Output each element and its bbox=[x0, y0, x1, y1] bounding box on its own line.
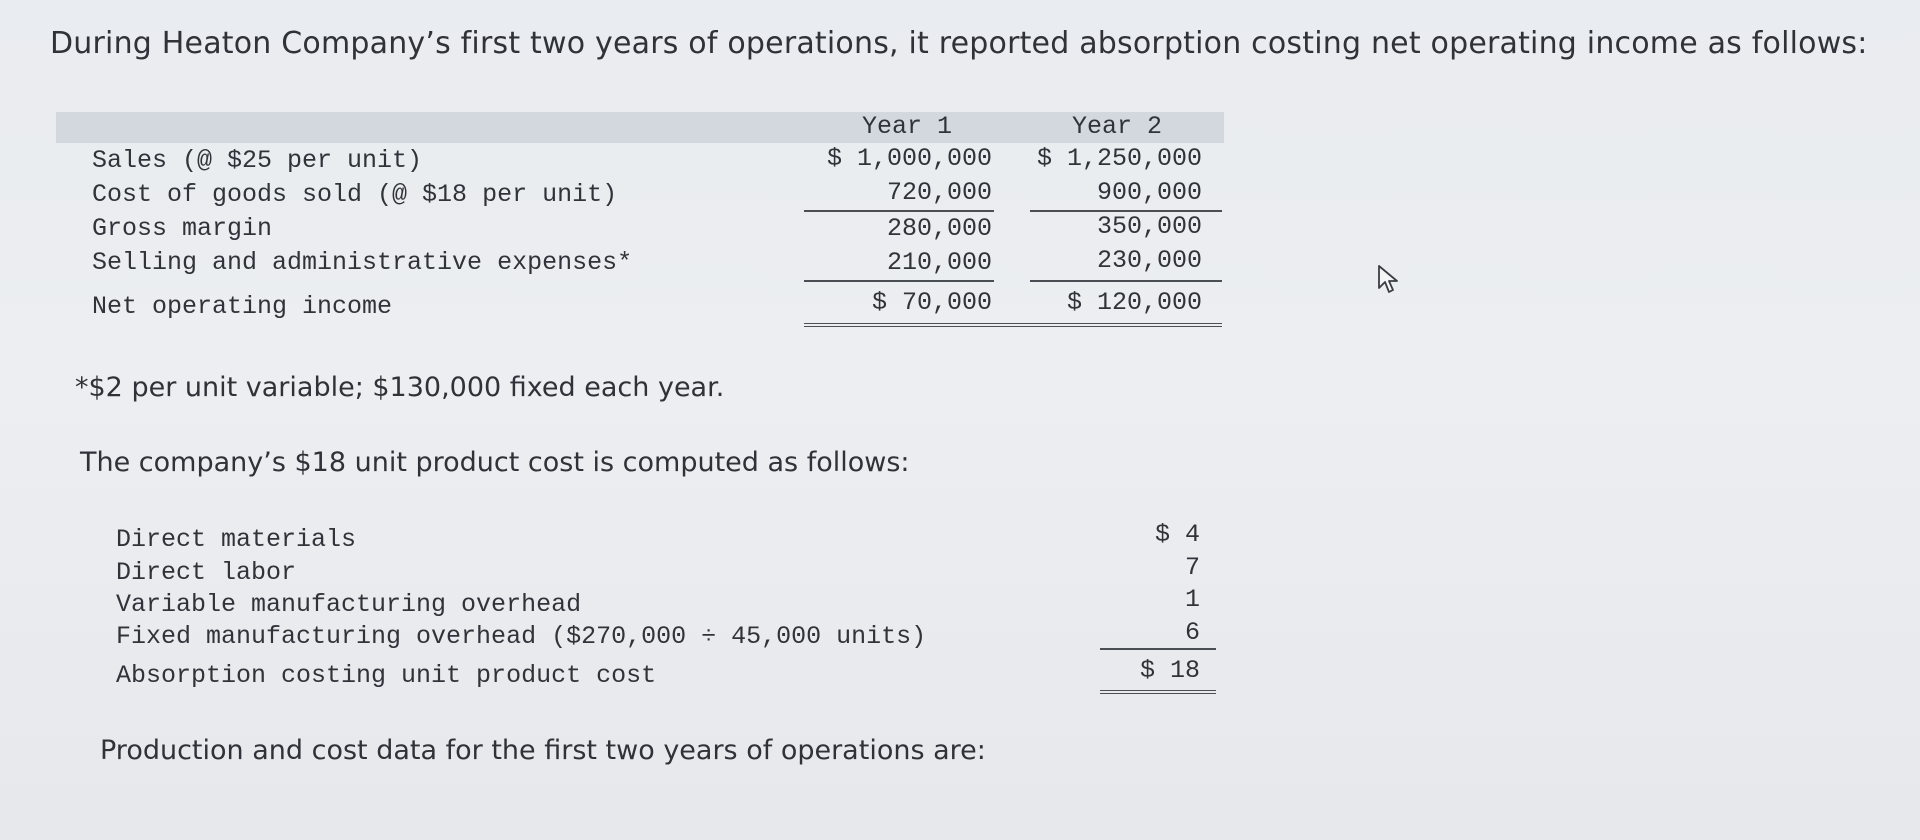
gross-margin-year1: 280,000 bbox=[886, 214, 992, 243]
cost-label-variable-mfg-overhead: Variable manufacturing overhead bbox=[116, 590, 582, 619]
net-operating-income-year2: $ 120,000 bbox=[1066, 288, 1202, 317]
footnote: *$2 per unit variable; $130,000 fixed each year. bbox=[75, 372, 725, 403]
row-label-net-operating-income: Net operating income bbox=[92, 292, 393, 321]
row-label-cogs: Cost of goods sold (@ $18 per unit) bbox=[92, 180, 618, 209]
cost-label-absorption-unit-cost: Absorption costing unit product cost bbox=[116, 661, 657, 690]
grand-total-double-rule bbox=[804, 323, 1222, 327]
cost-value-variable-mfg-overhead: 1 bbox=[1184, 585, 1200, 614]
sales-year1: $ 1,000,000 bbox=[826, 144, 992, 173]
cogs-year2: 900,000 bbox=[1096, 178, 1202, 207]
cost-value-fixed-mfg-overhead: 6 bbox=[1184, 618, 1200, 647]
row-label-selling-admin: Selling and administrative expenses* bbox=[92, 248, 633, 277]
selling-admin-year2: 230,000 bbox=[1096, 246, 1202, 275]
cost-label-direct-materials: Direct materials bbox=[116, 525, 357, 554]
cost-label-direct-labor: Direct labor bbox=[116, 558, 297, 587]
gross-margin-year2: 350,000 bbox=[1096, 212, 1202, 241]
cost-value-direct-materials: $ 4 bbox=[1154, 520, 1200, 549]
cogs-year1: 720,000 bbox=[886, 178, 992, 207]
unit-cost-subtotal-rule bbox=[1100, 648, 1216, 650]
subtotal-rule-year1 bbox=[804, 210, 994, 212]
cost-value-direct-labor: 7 bbox=[1184, 553, 1200, 582]
cost-value-absorption-unit-cost: $ 18 bbox=[1139, 656, 1200, 685]
row-label-gross-margin: Gross margin bbox=[92, 214, 273, 243]
unit-cost-double-rule bbox=[1100, 690, 1216, 694]
total-rule-year1 bbox=[804, 280, 994, 282]
selling-admin-year1: 210,000 bbox=[886, 248, 992, 277]
row-label-sales: Sales (@ $25 per unit) bbox=[92, 146, 423, 175]
cost-label-fixed-mfg-overhead: Fixed manufacturing overhead ($270,000 ÷ 45,000 units) bbox=[116, 622, 927, 651]
intro-text: During Heaton Company’s first two years of operations, it reported absorption costing net operating income as follows: bbox=[50, 26, 1868, 61]
mouse-pointer-icon bbox=[1376, 264, 1406, 296]
net-operating-income-year1: $ 70,000 bbox=[871, 288, 992, 317]
column-header-year1: Year 1 bbox=[862, 112, 953, 141]
sales-year2: $ 1,250,000 bbox=[1036, 144, 1202, 173]
table-header-band bbox=[56, 112, 1224, 143]
column-header-year2: Year 2 bbox=[1072, 112, 1163, 141]
total-rule-year2 bbox=[1030, 280, 1222, 282]
production-intro: Production and cost data for the first two years of operations are: bbox=[100, 735, 986, 766]
unit-cost-intro: The company’s $18 unit product cost is computed as follows: bbox=[80, 447, 910, 478]
